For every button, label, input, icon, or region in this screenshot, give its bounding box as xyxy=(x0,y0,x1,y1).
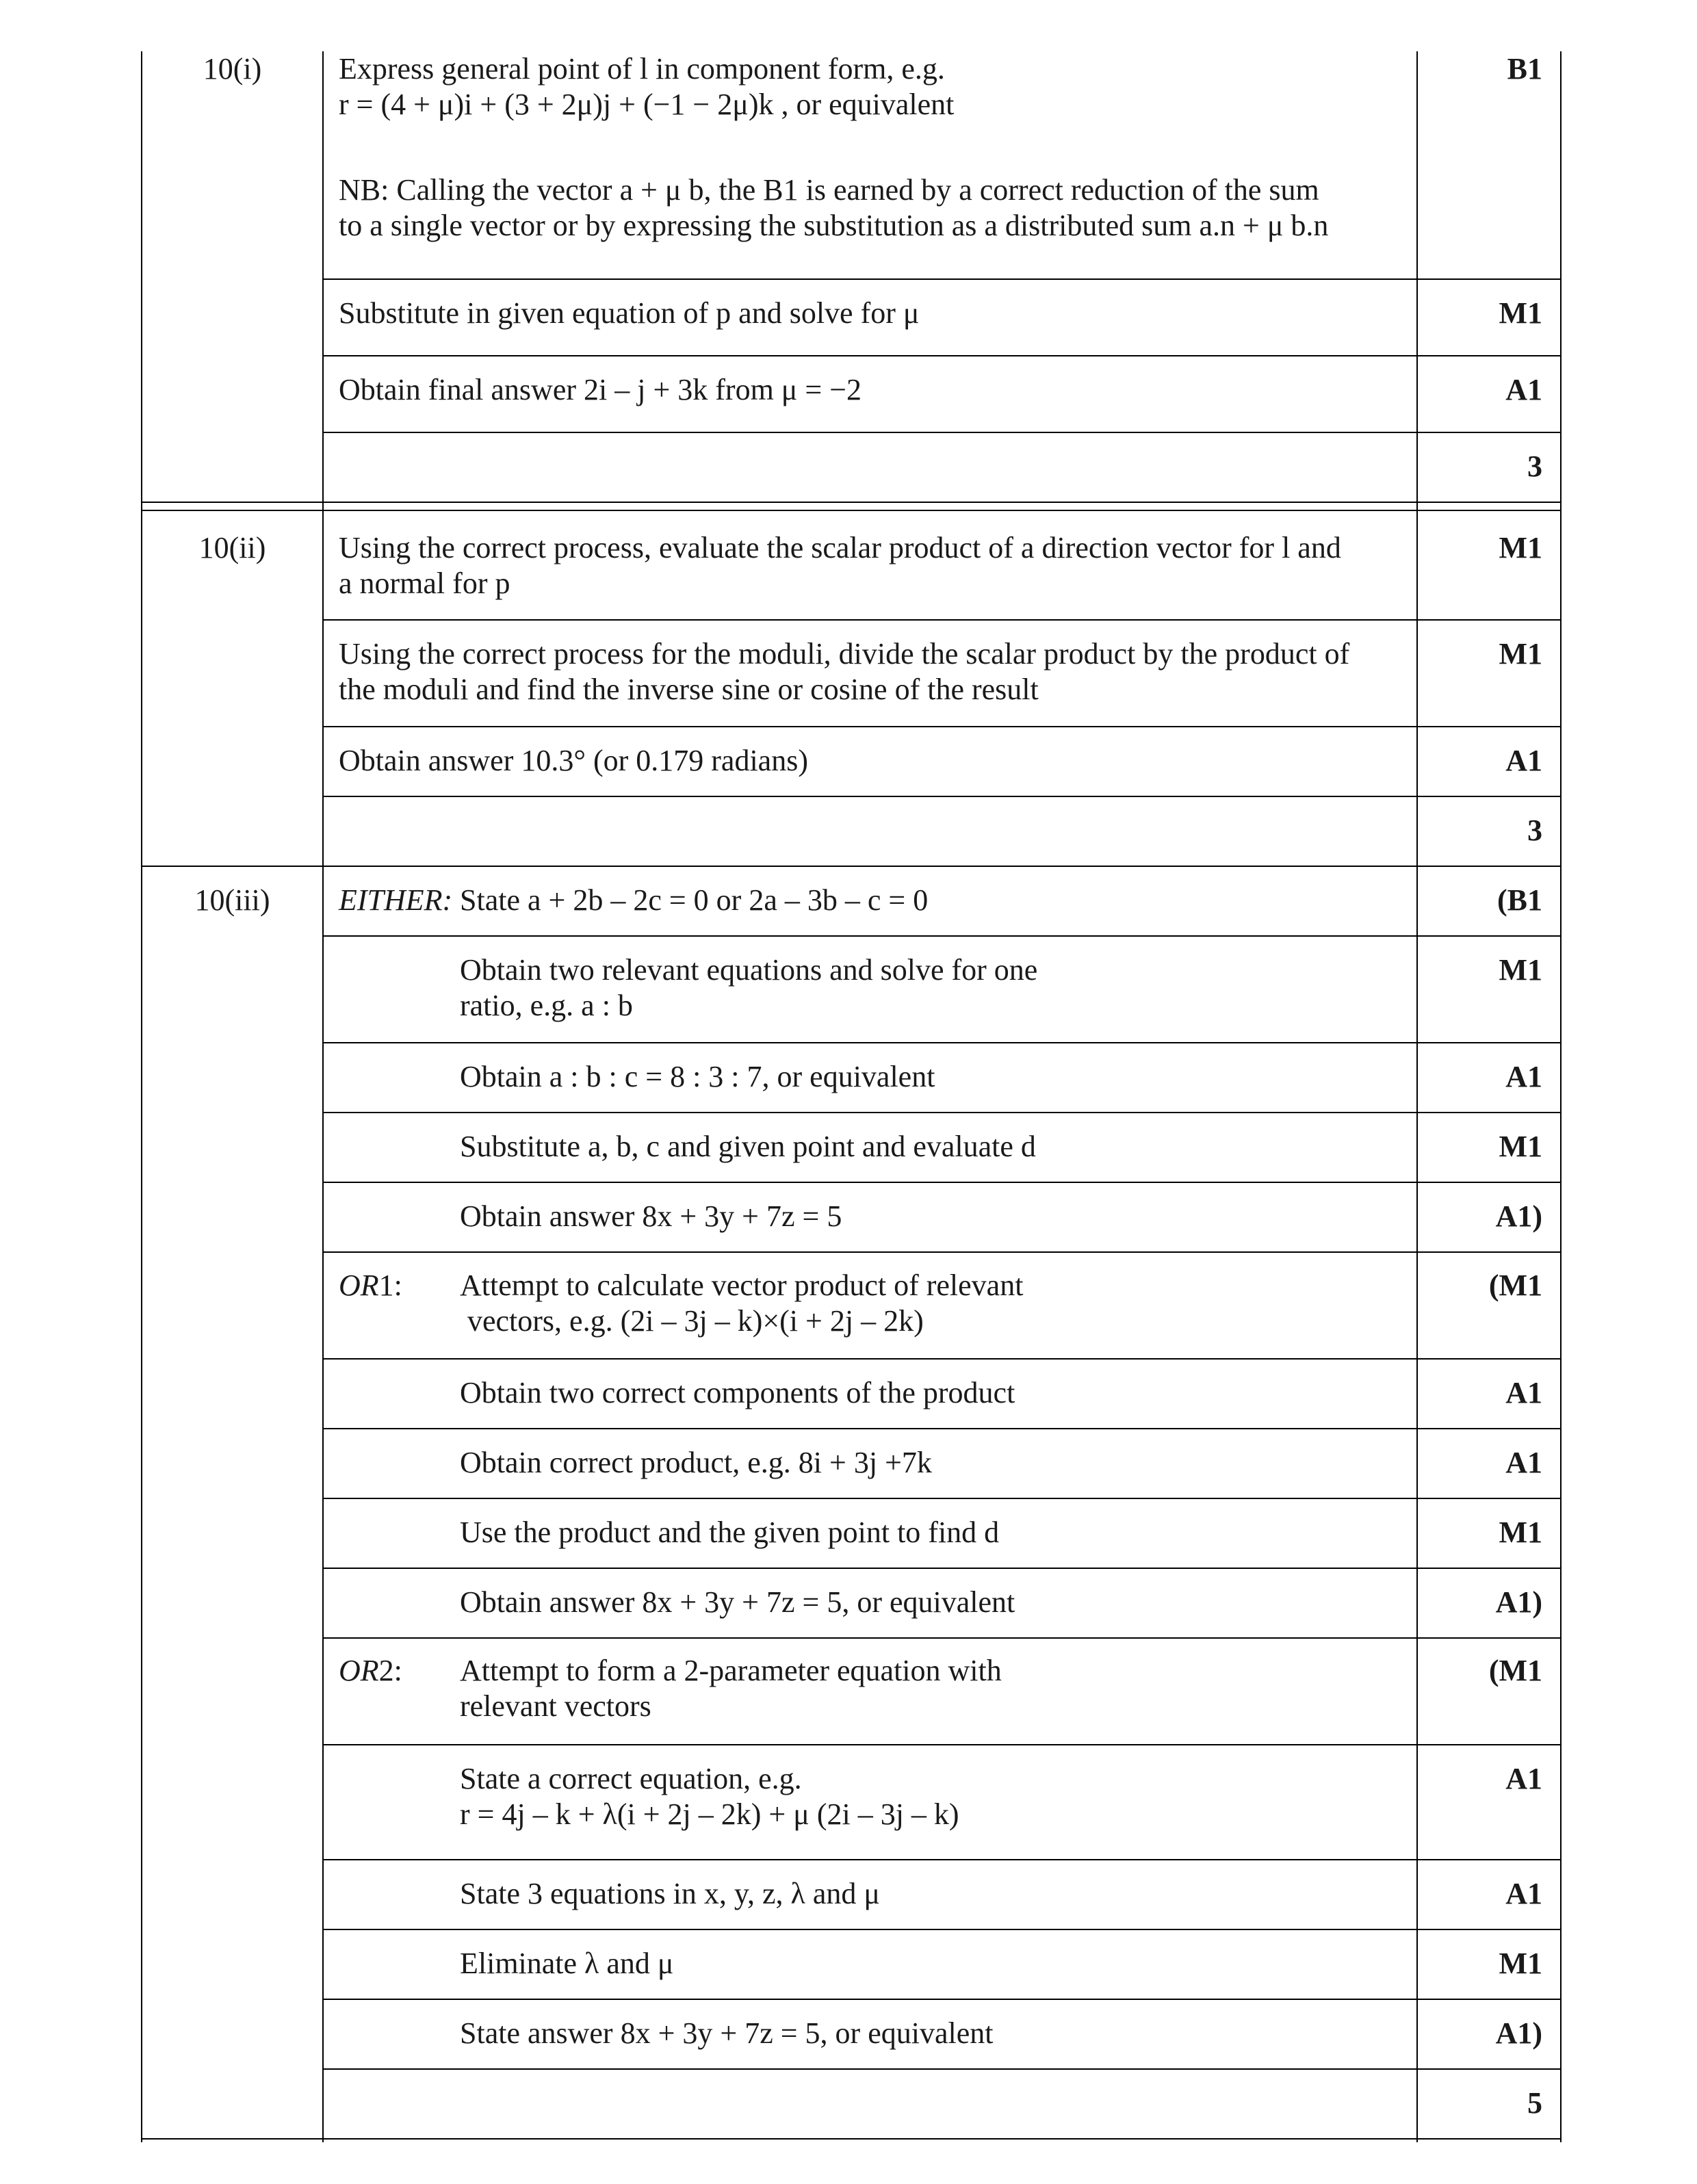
row-text: Using the correct process, evaluate the scalar product of a direction vector for l and a normal for p xyxy=(339,531,1341,600)
mark: M1 xyxy=(1499,531,1542,564)
row-text: Use the product and the given point to find d xyxy=(460,1516,1000,1549)
row-text: NB: Calling the vector a + μ b, the B1 is earned by a correct reduction of the sum to a single vector or by expressing the substitution as a distributed sum a.n + μ b.n xyxy=(339,173,1329,242)
row-text: State 3 equations in x, y, z, λ and μ xyxy=(460,1877,880,1910)
row-divider xyxy=(322,1568,1562,1569)
row-divider xyxy=(322,1929,1562,1930)
row-text: Obtain final answer 2i – j + 3k from μ = −2 xyxy=(339,373,862,406)
border-left xyxy=(141,51,142,2142)
mark: M1 xyxy=(1499,1947,1542,1980)
method-label-or2: OR2: xyxy=(339,1654,402,1687)
row-divider xyxy=(322,935,1562,937)
mark: A1) xyxy=(1495,2016,1542,2050)
row-text: State answer 8x + 3y + 7z = 5, or equivalent xyxy=(460,2016,994,2050)
row-text: Obtain two correct components of the product xyxy=(460,1376,1015,1409)
row-divider xyxy=(322,278,1562,280)
row-text: Using the correct process for the moduli, divide the scalar product by the product of the moduli and find the inverse sine or cosine of the result xyxy=(339,637,1350,706)
row-divider xyxy=(322,1112,1562,1113)
mark: (M1 xyxy=(1488,1654,1542,1687)
divider-marks xyxy=(1416,51,1418,2142)
row-text: Obtain answer 10.3° (or 0.179 radians) xyxy=(339,744,808,777)
section-divider xyxy=(141,866,1562,867)
mark: A1 xyxy=(1505,1376,1542,1409)
row-divider xyxy=(322,1859,1562,1860)
mark: A1 xyxy=(1505,1877,1542,1910)
mark: M1 xyxy=(1499,953,1542,987)
mark: M1 xyxy=(1499,637,1542,671)
mark: M1 xyxy=(1499,1130,1542,1163)
row-text: State a + 2b – 2c = 0 or 2a – 3b – c = 0 xyxy=(460,883,929,917)
question-number: 10(i) xyxy=(203,52,262,86)
table-bottom xyxy=(141,2138,1562,2140)
row-text: Obtain a : b : c = 8 : 3 : 7, or equivalent xyxy=(460,1060,935,1093)
question-number: 10(iii) xyxy=(194,883,270,917)
row-text: State a correct equation, e.g. r = 4j – k + λ(i + 2j – 2k) + μ (2i – 3j – k) xyxy=(460,1762,959,1831)
row-text: Obtain answer 8x + 3y + 7z = 5, or equivalent xyxy=(460,1585,1015,1619)
row-text: Obtain answer 8x + 3y + 7z = 5 xyxy=(460,1199,842,1233)
mark: A1) xyxy=(1495,1199,1542,1233)
row-divider xyxy=(322,1042,1562,1043)
mark: M1 xyxy=(1499,296,1542,330)
mark-total: 3 xyxy=(1527,814,1542,847)
row-text: Obtain correct product, e.g. 8i + 3j +7k xyxy=(460,1446,932,1479)
section-divider xyxy=(141,510,1562,511)
row-divider xyxy=(322,1251,1562,1253)
row-divider xyxy=(322,355,1562,356)
border-right xyxy=(1560,51,1562,2142)
row-divider xyxy=(322,619,1562,621)
row-divider xyxy=(322,1999,1562,2000)
mark: (M1 xyxy=(1488,1269,1542,1302)
row-divider xyxy=(322,1637,1562,1639)
mark: B1 xyxy=(1507,52,1542,86)
row-text: Obtain two relevant equations and solve for one ratio, e.g. a : b xyxy=(460,953,1038,1022)
section-divider xyxy=(141,502,1562,503)
mark: A1 xyxy=(1505,1762,1542,1795)
row-text: Eliminate λ and μ xyxy=(460,1947,674,1980)
row-divider xyxy=(322,2068,1562,2070)
divider-question xyxy=(322,51,324,2142)
row-text: Substitute a, b, c and given point and evaluate d xyxy=(460,1130,1036,1163)
row-divider xyxy=(322,726,1562,727)
row-divider xyxy=(322,1428,1562,1429)
row-text: Express general point of l in component form, e.g. r = (4 + μ)i + (3 + 2μ)j + (−1 − 2μ)k , or equivalent xyxy=(339,52,955,121)
row-divider xyxy=(322,1498,1562,1499)
row-text: Attempt to calculate vector product of relevant vectors, e.g. (2i – 3j – k)×(i + 2j – 2k) xyxy=(460,1269,1024,1338)
row-divider xyxy=(322,1744,1562,1745)
mark-total: 5 xyxy=(1527,2086,1542,2120)
row-divider xyxy=(322,1182,1562,1183)
row-text: Substitute in given equation of p and solve for μ xyxy=(339,296,920,330)
row-divider xyxy=(322,432,1562,433)
method-label-or1: OR1: xyxy=(339,1269,402,1302)
mark: A1 xyxy=(1505,373,1542,406)
mark: A1 xyxy=(1505,1060,1542,1093)
mark: A1 xyxy=(1505,1446,1542,1479)
mark: (B1 xyxy=(1497,883,1542,917)
mark: A1) xyxy=(1495,1585,1542,1619)
row-divider xyxy=(322,1358,1562,1360)
mark: M1 xyxy=(1499,1516,1542,1549)
method-label-either: EITHER: xyxy=(339,883,453,917)
row-text: Attempt to form a 2-parameter equation with relevant vectors xyxy=(460,1654,1002,1723)
mark-total: 3 xyxy=(1527,450,1542,483)
row-divider xyxy=(322,796,1562,797)
question-number: 10(ii) xyxy=(198,531,266,564)
mark: A1 xyxy=(1505,744,1542,777)
